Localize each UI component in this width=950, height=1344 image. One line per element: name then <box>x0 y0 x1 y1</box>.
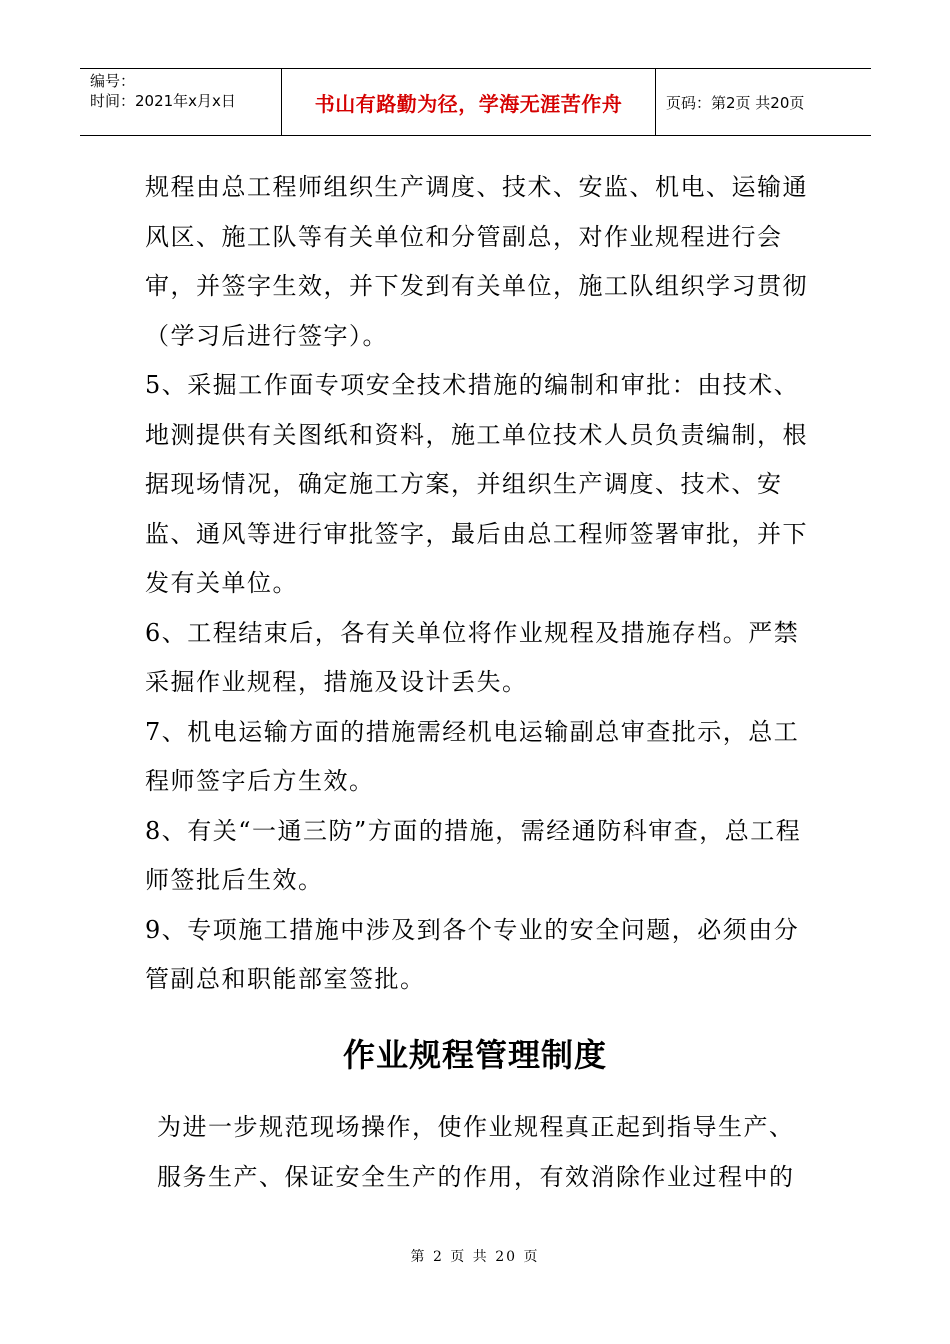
paragraph: 6、工程结束后，各有关单位将作业规程及措施存档。严禁采掘作业规程，措施及设计丢失。 <box>145 618 800 696</box>
paragraph: 5、采掘工作面专项安全技术措施的编制和审批：由技术、地测提供有关图纸和资料，施工单位技术人员负责编制，根据现场情况，确定施工方案，并组织生产调度、技术、安监、通风等进行审批签字，最后由总工程师签署审批，并下发有关单位。 <box>145 371 808 597</box>
serial-label: 编号： <box>90 72 136 90</box>
section-intro <box>157 1102 817 1202</box>
page-footer: 第 2 页 共 20 页 <box>410 1249 540 1265</box>
body-content <box>145 163 810 1005</box>
header-meta <box>80 69 282 135</box>
paragraph: 8、有关“一通三防”方面的措施，需经通防科审查，总工程师签批后生效。 <box>145 816 802 894</box>
header-page-info: 页码：第2页 共20页 <box>666 93 805 112</box>
paragraph: 7、机电运输方面的措施需经机电运输副总审查批示，总工程师签字后方生效。 <box>145 717 800 795</box>
document-header <box>80 68 871 136</box>
date-line: 时间：2021年x月x日 <box>90 92 236 110</box>
header-motto: 书山有路勤为径，学海无涯苦作舟 <box>282 69 656 135</box>
section-title: 作业规程管理制度 <box>342 1036 607 1074</box>
paragraph: 9、专项施工措施中涉及到各个专业的安全问题，必须由分管副总和职能部室签批。 <box>145 915 800 993</box>
intro-paragraph: 为进一步规范现场操作，使作业规程真正起到指导生产、服务生产、保证安全生产的作用，有效消除作业过程中的 <box>157 1113 795 1191</box>
paragraph: 规程由总工程师组织生产调度、技术、安监、机电、运输通风区、施工队等有关单位和分管副总，对作业规程进行会审，并签字生效，并下发到有关单位，施工队组织学习贯彻（学习后进行签字）。 <box>145 173 808 350</box>
